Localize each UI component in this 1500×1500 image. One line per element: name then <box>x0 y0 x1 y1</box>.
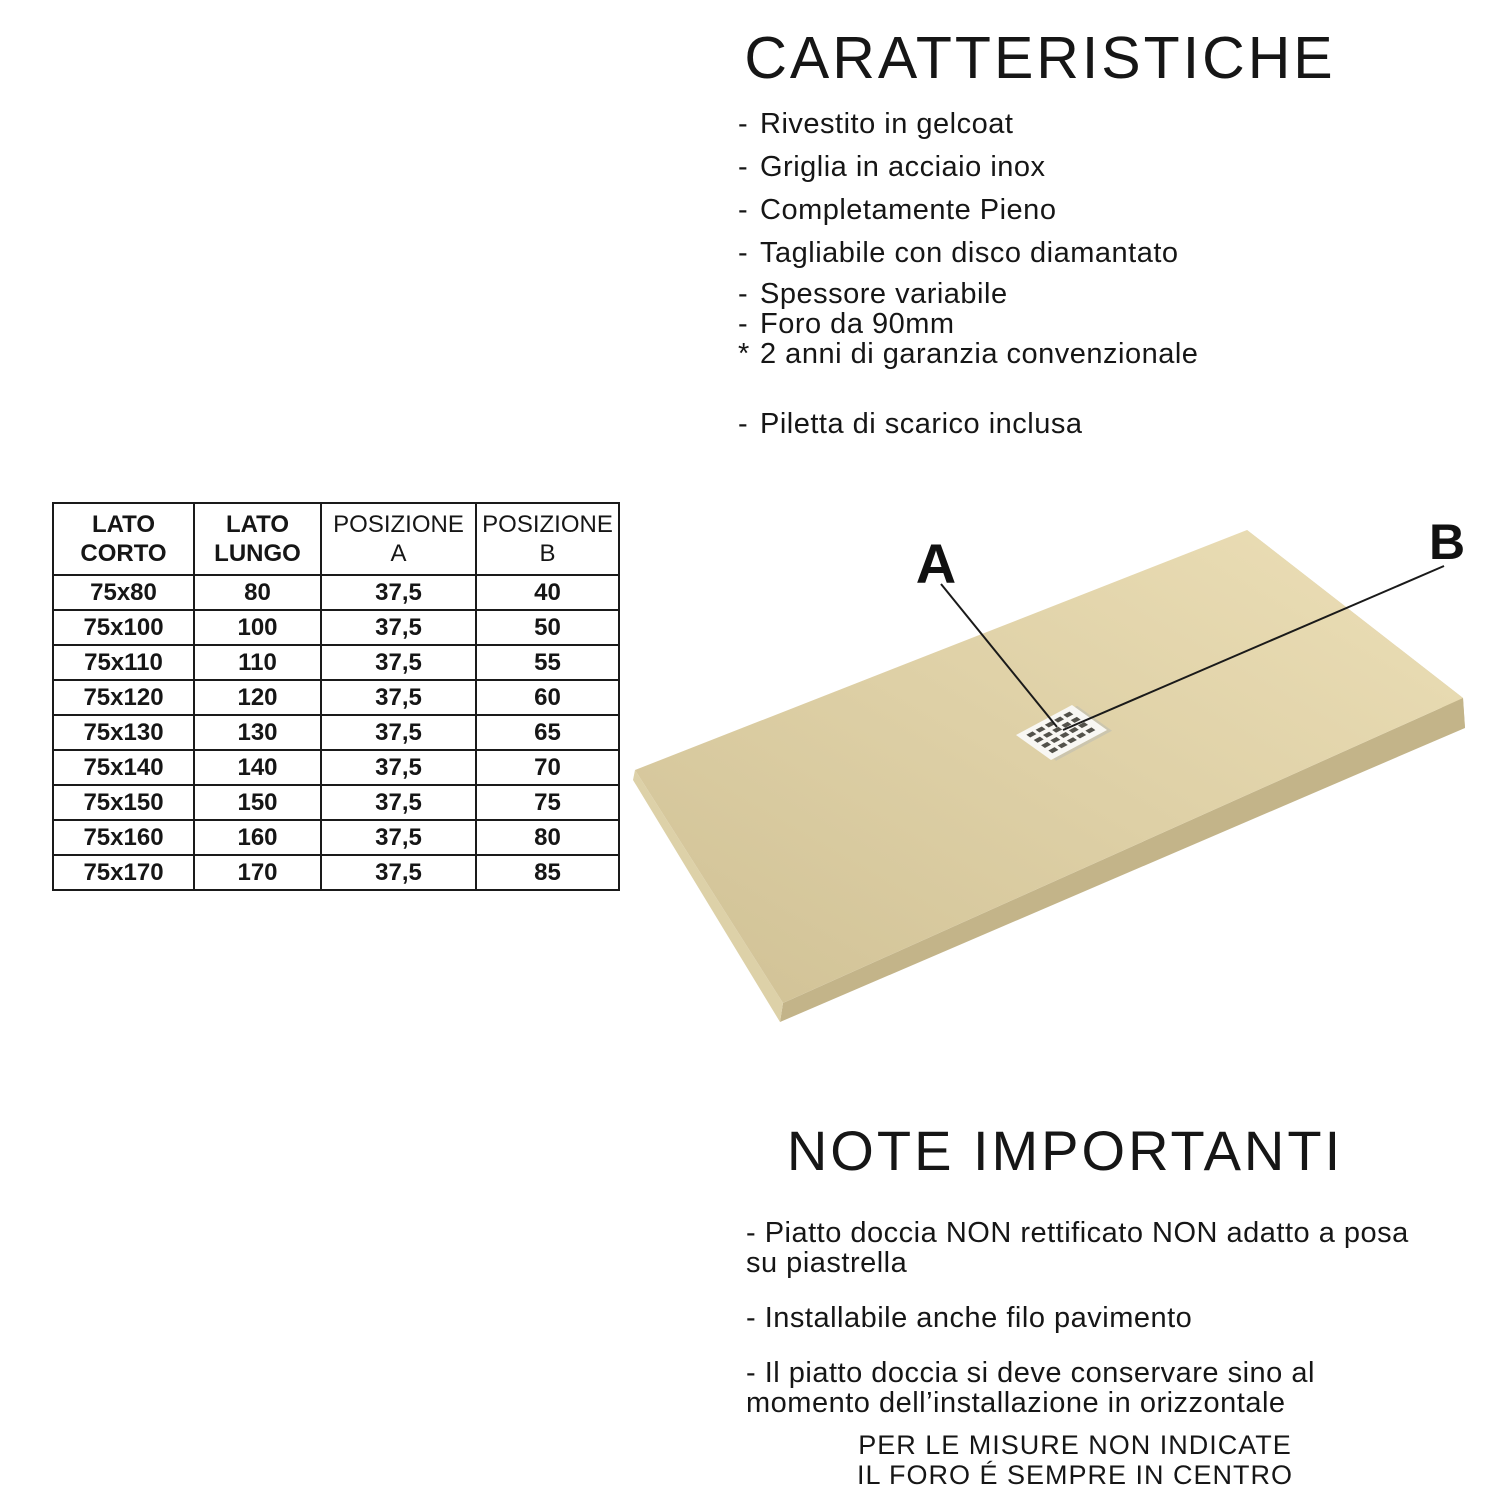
table-cell: 80 <box>476 820 619 855</box>
table-cell: 37,5 <box>321 715 476 750</box>
table-cell: 37,5 <box>321 855 476 890</box>
feature-bullet: - <box>738 308 749 340</box>
notes-footer-line: IL FORO É SEMPRE IN CENTRO <box>856 1460 1294 1490</box>
callout-label-b: B <box>1428 514 1466 570</box>
table-cell: 37,5 <box>321 575 476 610</box>
table-cell: 160 <box>194 820 321 855</box>
header-line: POSIZIONE <box>333 511 464 538</box>
table-cell: 75x110 <box>53 645 194 680</box>
feature-bullet: - <box>738 278 749 310</box>
feature-text: Spessore variabile <box>760 278 1008 310</box>
table-cell: 75x140 <box>53 750 194 785</box>
feature-bullet: - <box>738 151 749 183</box>
feature-bullet: - <box>738 408 749 440</box>
table-cell: 170 <box>194 855 321 890</box>
table-cell: 37,5 <box>321 785 476 820</box>
note-importanti-title: NOTE IMPORTANTI <box>786 1119 1344 1182</box>
table-cell: 85 <box>476 855 619 890</box>
feature-text: Rivestito in gelcoat <box>760 108 1014 140</box>
table-cell: 37,5 <box>321 610 476 645</box>
notes-list <box>746 1218 1446 1443</box>
feature-text: Completamente Pieno <box>760 194 1057 226</box>
table-cell: 37,5 <box>321 820 476 855</box>
feature-bullet: * <box>738 338 750 370</box>
header-line: B <box>539 540 556 567</box>
table-cell: 37,5 <box>321 750 476 785</box>
table-cell: 110 <box>194 645 321 680</box>
table-cell: 70 <box>476 750 619 785</box>
table-cell: 75x150 <box>53 785 194 820</box>
table-cell: 55 <box>476 645 619 680</box>
table-cell: 140 <box>194 750 321 785</box>
header-line: POSIZIONE <box>482 511 613 538</box>
feature-bullet: - <box>738 108 749 140</box>
table-cell: 80 <box>194 575 321 610</box>
table-cell: 120 <box>194 680 321 715</box>
header-line: LATO <box>91 511 156 538</box>
table-cell: 65 <box>476 715 619 750</box>
table-cell: 75x160 <box>53 820 194 855</box>
table-cell: 75 <box>476 785 619 820</box>
notes-footer <box>740 1430 1410 1490</box>
feature-text: Piletta di scarico inclusa <box>760 408 1083 440</box>
feature-text: Griglia in acciaio inox <box>760 151 1046 183</box>
table-cell: 37,5 <box>321 680 476 715</box>
table-cell: 150 <box>194 785 321 820</box>
header-line: LUNGO <box>214 540 301 567</box>
callout-label-a: A <box>915 532 957 595</box>
feature-text: Tagliabile con disco diamantato <box>760 237 1179 269</box>
note-item: - Il piatto doccia si deve conservare sino al momento dell’installazione in orizzontale <box>746 1357 1315 1419</box>
table-cell: 75x130 <box>53 715 194 750</box>
header-line: A <box>390 540 407 567</box>
notes-footer-line: PER LE MISURE NON INDICATE <box>858 1430 1292 1460</box>
table-cell: 50 <box>476 610 619 645</box>
feature-bullet: - <box>738 237 749 269</box>
table-cell: 75x170 <box>53 855 194 890</box>
table-cell: 75x80 <box>53 575 194 610</box>
header-line: LATO <box>225 511 290 538</box>
header-line: CORTO <box>80 540 167 567</box>
caratteristiche-title: CARATTERISTICHE <box>744 25 1336 91</box>
table-cell: 75x120 <box>53 680 194 715</box>
feature-text: 2 anni di garanzia convenzionale <box>760 338 1199 370</box>
feature-bullet: - <box>738 194 749 226</box>
table-cell: 75x100 <box>53 610 194 645</box>
table-cell: 100 <box>194 610 321 645</box>
table-cell: 130 <box>194 715 321 750</box>
table-cell: 60 <box>476 680 619 715</box>
feature-text: Foro da 90mm <box>760 308 955 340</box>
table-cell: 37,5 <box>321 645 476 680</box>
note-item: - Installabile anche filo pavimento <box>746 1302 1193 1334</box>
note-item: - Piatto doccia NON rettificato NON adatto a posa su piastrella <box>746 1217 1409 1279</box>
table-cell: 40 <box>476 575 619 610</box>
